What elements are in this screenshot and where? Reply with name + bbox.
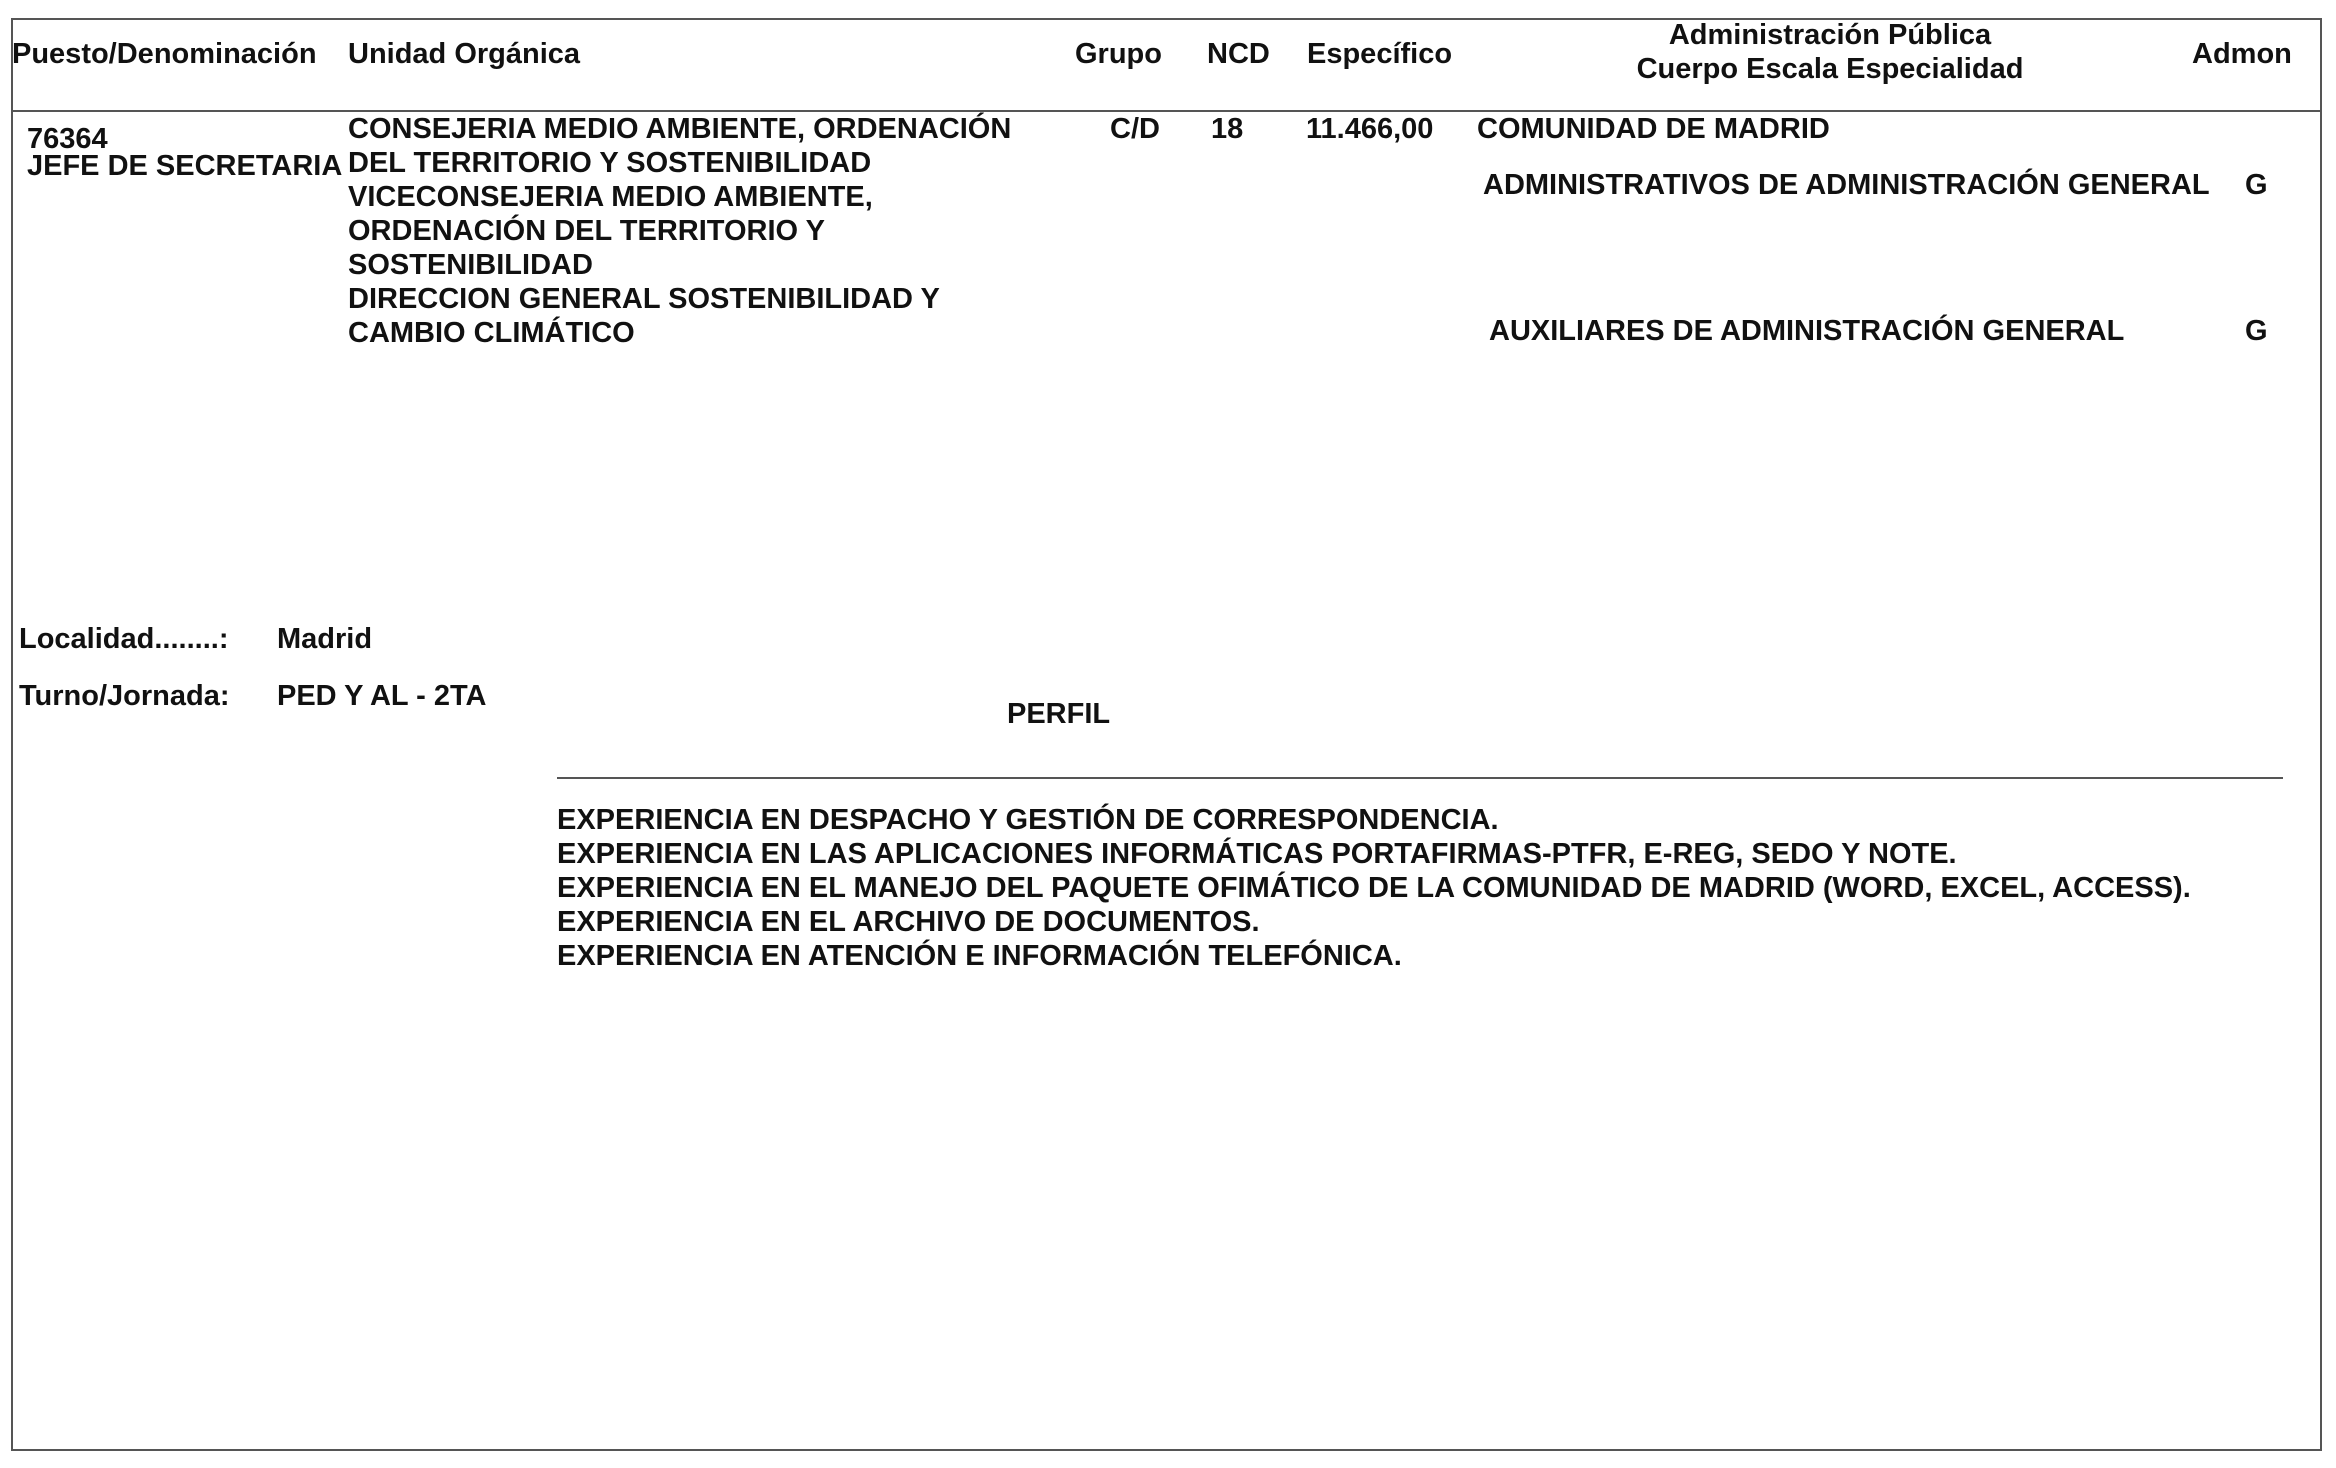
cuerpo-admon: G bbox=[2245, 169, 2268, 201]
turno-value: PED Y AL - 2TA bbox=[277, 680, 487, 712]
unidad-line: DIRECCION GENERAL SOSTENIBILIDAD Y bbox=[348, 283, 940, 315]
turno-label: Turno/Jornada: bbox=[19, 680, 230, 712]
cuerpo-name: ADMINISTRATIVOS DE ADMINISTRACIÓN GENERAL bbox=[1483, 169, 2210, 201]
localidad-value: Madrid bbox=[277, 623, 373, 655]
header-unidad: Unidad Orgánica bbox=[348, 38, 581, 70]
header-admin-publica: Administración Pública bbox=[1668, 19, 1992, 51]
header-ncd: NCD bbox=[1207, 38, 1270, 70]
especifico-value: 11.466,00 bbox=[1306, 113, 1434, 145]
header-cuerpo-escala: Cuerpo Escala Especialidad bbox=[1636, 53, 2024, 85]
cuerpo-name: AUXILIARES DE ADMINISTRACIÓN GENERAL bbox=[1489, 315, 2125, 347]
unidad-line: CONSEJERIA MEDIO AMBIENTE, ORDENACIÓN bbox=[348, 113, 1012, 145]
unidad-line: ORDENACIÓN DEL TERRITORIO Y bbox=[348, 215, 825, 247]
grupo-value: C/D bbox=[1110, 113, 1160, 145]
unidad-organica bbox=[348, 112, 1011, 350]
ncd-value: 18 bbox=[1211, 113, 1244, 145]
header-especifico: Específico bbox=[1307, 38, 1453, 70]
perfil-title: PERFIL bbox=[1007, 698, 1111, 730]
perfil-divider bbox=[557, 777, 2283, 779]
header-grupo: Grupo bbox=[1075, 38, 1162, 70]
perfil-item: EXPERIENCIA EN ATENCIÓN E INFORMACIÓN TELEFÓNICA. bbox=[557, 940, 1402, 972]
localidad-label: Localidad........: bbox=[19, 623, 229, 655]
unidad-line: DEL TERRITORIO Y SOSTENIBILIDAD bbox=[348, 147, 872, 179]
cuerpo-admon: G bbox=[2245, 315, 2268, 347]
unidad-line: VICECONSEJERIA MEDIO AMBIENTE, bbox=[348, 181, 873, 213]
perfil-list bbox=[557, 803, 2191, 973]
puesto-codigo: 76364 bbox=[27, 123, 108, 155]
header-puesto: Puesto/Denominación bbox=[12, 38, 317, 70]
perfil-item: EXPERIENCIA EN DESPACHO Y GESTIÓN DE CORRESPONDENCIA. bbox=[557, 804, 1499, 836]
perfil-item: EXPERIENCIA EN EL ARCHIVO DE DOCUMENTOS. bbox=[557, 906, 1260, 938]
header-admon: Admon bbox=[2192, 38, 2292, 70]
unidad-line: CAMBIO CLIMÁTICO bbox=[348, 317, 635, 349]
unidad-line: SOSTENIBILIDAD bbox=[348, 249, 593, 281]
perfil-item: EXPERIENCIA EN LAS APLICACIONES INFORMÁTICAS PORTAFIRMAS-PTFR, E-REG, SEDO Y NOTE. bbox=[557, 838, 1957, 870]
perfil-item: EXPERIENCIA EN EL MANEJO DEL PAQUETE OFIMÁTICO DE LA COMUNIDAD DE MADRID (WORD, EXCEL, ACCESS). bbox=[557, 872, 2191, 904]
administracion-value: COMUNIDAD DE MADRID bbox=[1477, 113, 1830, 145]
puesto-denominacion: JEFE DE SECRETARIA bbox=[27, 150, 343, 182]
